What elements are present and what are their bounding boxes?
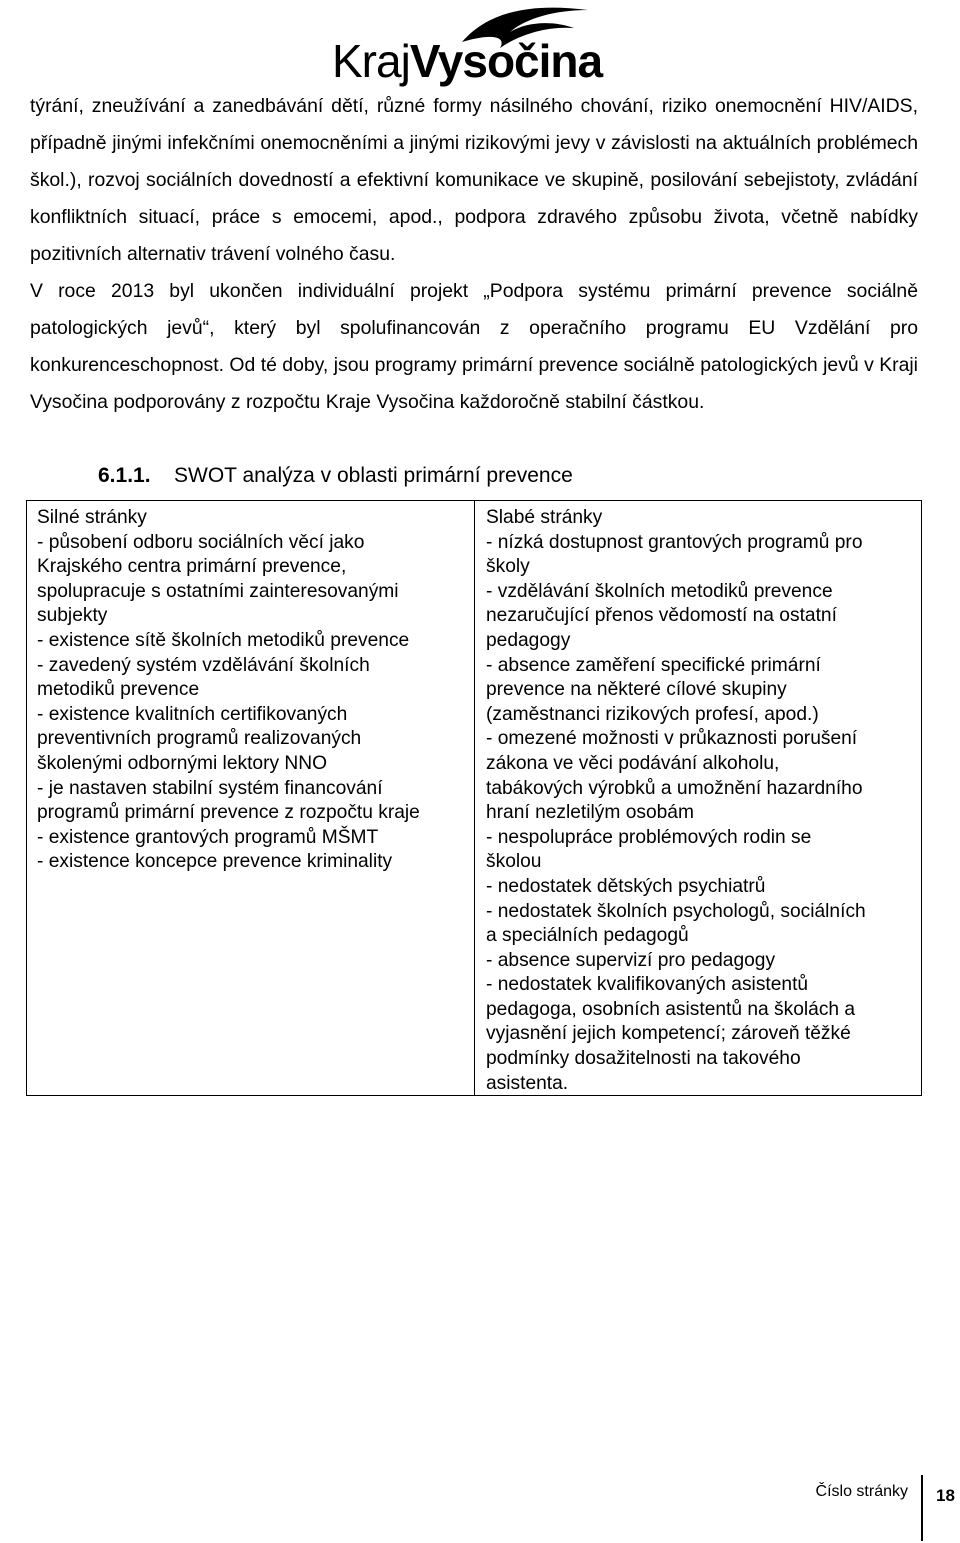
weakness-line: - absence supervizí pro pedagogy (486, 949, 776, 971)
logo-word-vysocina: Vysočina (409, 35, 603, 87)
strength-line: programů primární prevence z rozpočtu kraje (37, 802, 420, 824)
strength-line: spolupracuje s ostatními zainteresovanými (37, 580, 399, 602)
strengths-title: Silné stránky (37, 507, 147, 528)
strength-line: - existence kvalitních certifikovaných (37, 703, 348, 725)
paragraph-project-2013: V roce 2013 byl ukončen individuální projekt „Podpora systému primární prevence sociálně patologických jevů“, který byl spolufinancován z operačního programu EU Vzdělání pro konkurenceschopnost. Od té doby, jsou programy primární prevence sociálně patologických jevů v Kraji Vysočina podporovány z rozpočtu Kraje Vysočina každoročně stabilní částkou. (30, 280, 918, 413)
swot-strengths-cell (27, 501, 475, 1095)
weakness-line: podmínky dosažitelnosti na takového (486, 1048, 801, 1070)
weakness-line: nezaručující přenos vědomostí na ostatní (486, 605, 837, 627)
section-heading (30, 458, 918, 494)
swot-weaknesses-cell (475, 501, 921, 1095)
weakness-line: pedagoga, osobních asistentů na školách a (486, 998, 856, 1020)
strength-line: Krajského centra primární prevence, (37, 556, 347, 578)
weakness-line: zákona ve věci podávání alkoholu, (486, 752, 780, 774)
weakness-line: - nespolupráce problémových rodin se (486, 826, 812, 848)
weakness-line: - absence zaměření specifické primární (486, 654, 821, 676)
logo-wordmark (332, 36, 602, 86)
weakness-line: hraní nezletilým osobám (486, 802, 694, 824)
weakness-line: asistenta. (486, 1072, 569, 1094)
strength-line: subjekty (37, 605, 108, 627)
kraj-vysocina-logo (328, 2, 603, 88)
weakness-line: - omezené možnosti v průkaznosti porušení (486, 728, 858, 750)
weakness-line: vyjasnění jejich kompetencí; zároveň těžké (486, 1023, 851, 1045)
strength-line: - existence koncepce prevence kriminality (37, 851, 393, 873)
strength-line: - existence sítě školních metodiků prevence (37, 629, 410, 651)
swot-table (26, 500, 922, 1096)
page-number: 18 (936, 1486, 955, 1505)
weakness-line: prevence na některé cílové skupiny (486, 679, 787, 701)
weakness-line: (zaměstnanci rizikových profesí, apod.) (486, 703, 819, 725)
weakness-line: - nízká dostupnost grantových programů pro (486, 531, 863, 553)
strength-line: preventivních programů realizovaných (37, 728, 362, 750)
weakness-line: - nedostatek dětských psychiatrů (486, 875, 766, 897)
weakness-line: pedagogy (486, 629, 571, 651)
strength-line: - zavedený systém vzdělávání školních (37, 654, 370, 676)
weakness-line: a speciálních pedagogů (486, 925, 689, 947)
weakness-line: - nedostatek školních psychologů, sociálních (486, 900, 866, 922)
weakness-line: školou (486, 851, 542, 873)
weaknesses-title: Slabé stránky (486, 507, 603, 528)
strength-line: - existence grantových programů MŠMT (37, 826, 379, 848)
strength-line: školenými odbornými lektory NNO (37, 752, 328, 774)
strength-line: - je nastaven stabilní systém financování (37, 777, 383, 799)
page-number-label: Číslo stránky (815, 1483, 908, 1500)
weakness-line: - vzdělávání školních metodiků prevence (486, 580, 833, 602)
weakness-line: - nedostatek kvalifikovaných asistentů (486, 974, 809, 996)
paragraph-prevention-topics: týrání, zneužívání a zanedbávání dětí, různé formy násilného chování, riziko onemocnění HIV/AIDS, případně jinými infekčními onemocněními a jinými rizikovými jevy v závislosti na aktuálních problémech škol.), rozvoj sociálních dovedností a efektivní komunikace ve skupině, posilování sebejistoty, zvládání konfliktních situací, práce s emocemi, apod., podpora zdravého způsobu života, včetně nabídky pozitivních alternativ trávení volného času. (30, 95, 918, 265)
strength-line: metodiků prevence (37, 679, 200, 701)
weakness-line: školy (486, 556, 530, 578)
section-number: 6.1.1. (98, 464, 151, 487)
logo-word-kraj: Kraj (332, 35, 410, 87)
footer-divider (921, 1475, 923, 1541)
strength-line: - působení odboru sociálních věcí jako (37, 531, 365, 553)
section-title: SWOT analýza v oblasti primární prevence (174, 464, 573, 487)
weakness-line: tabákových výrobků a umožnění hazardního (486, 777, 863, 799)
